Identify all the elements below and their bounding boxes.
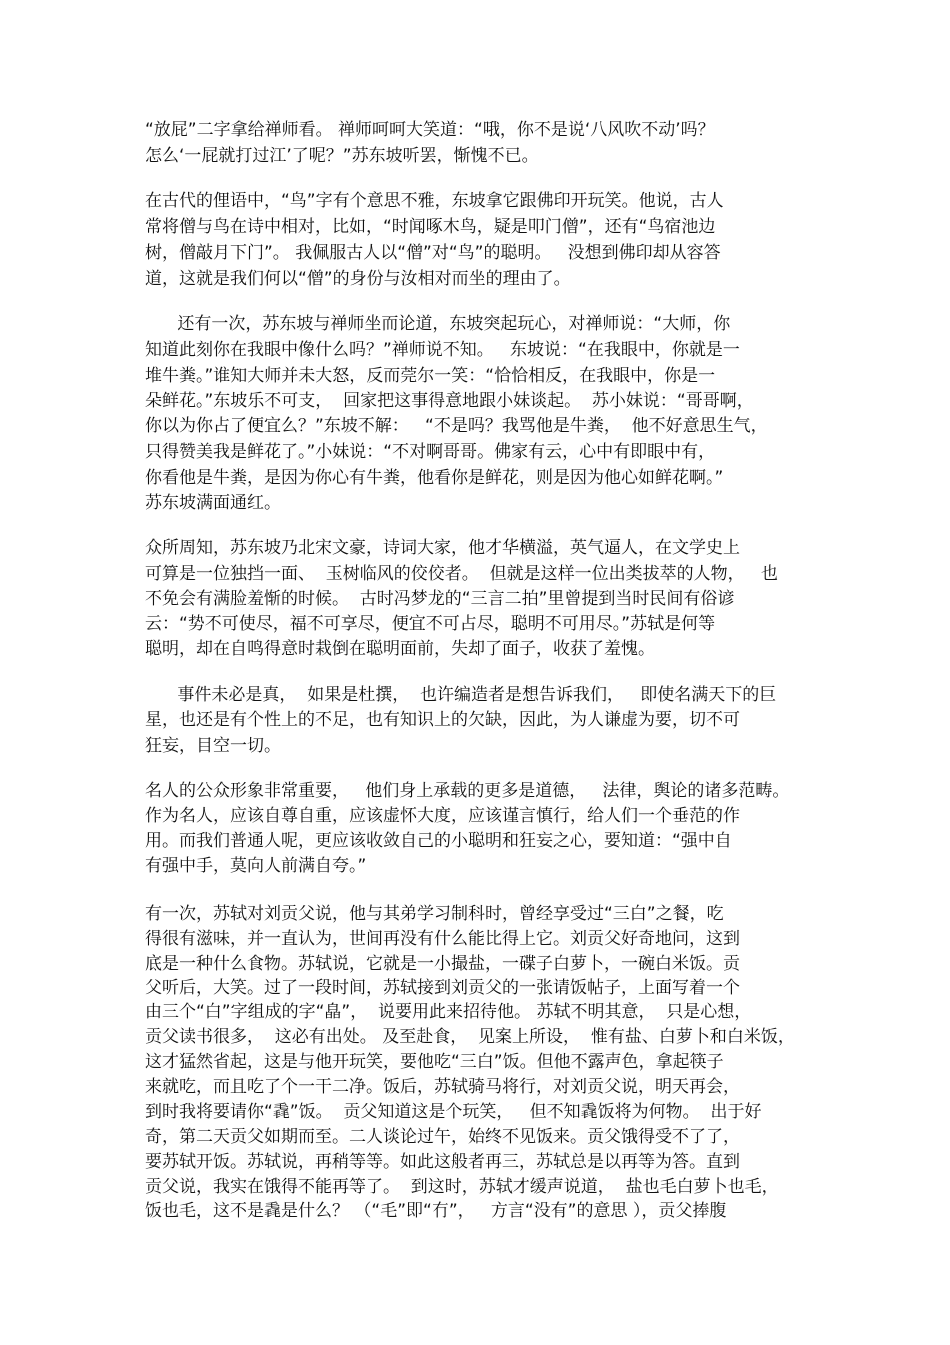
text-line: 贡父读书很多， 这必有出处。 及至赴食， 见案上所设， 惟有盐、白萝卜和白米饭， bbox=[145, 1027, 795, 1047]
text-line: 道，这就是我们何以“僧”的身份与汝相对而坐的理由了。 bbox=[145, 269, 571, 289]
text-line: 来就吃，而且吃了个一干二净。饭后，苏轼骑马将行，对刘贡父说，明天再会， bbox=[145, 1077, 740, 1097]
text-line: 到时我将要请你“毳”饭。 贡父知道这是个玩笑， 但不知毳饭将为何物。 出于好 bbox=[145, 1102, 762, 1122]
text-line: 你看他是牛粪，是因为你心有牛粪，他看你是鲜花，则是因为他心如鲜花啊。” bbox=[145, 468, 724, 488]
text-line: 狂妄，目空一切。 bbox=[145, 736, 281, 756]
text-line: 有强中手，莫向人前满自夸。” bbox=[145, 856, 367, 876]
text-line: 底是一种什么食物。苏轼说，它就是一小撮盐，一碟子白萝卜，一碗白米饭。贡 bbox=[145, 954, 740, 974]
text-line: 还有一次，苏东坡与禅师坐而论道，东坡突起玩心，对禅师说：“大师，你 bbox=[145, 314, 731, 334]
text-line: 苏东坡满面通红。 bbox=[145, 493, 281, 513]
text-line: 要苏轼开饭。苏轼说，再稍等等。如此这般者再三，苏轼总是以再等为答。直到 bbox=[145, 1152, 740, 1172]
text-line: 由三个“白”字组成的字“皛”， 说要用此来招待他。 苏轼不明其意， 只是心想， bbox=[145, 1002, 752, 1022]
text-line: 树，僧敲月下门”。 我佩服古人以“僧”对“鸟”的聪明。 没想到佛印却从容答 bbox=[145, 243, 721, 263]
text-line: 可算是一位独挡一面、 玉树临风的佼佼者。 但就是这样一位出类拔萃的人物， 也 bbox=[145, 564, 778, 584]
text-line: 知道此刻你在我眼中像什么吗？”禅师说不知。 东坡说：“在我眼中，你就是一 bbox=[145, 340, 740, 360]
text-line: 众所周知，苏东坡乃北宋文豪，诗词大家，他才华横溢，英气逼人，在文学史上 bbox=[145, 538, 740, 558]
text-line: 怎么‘一屁就打过江’了呢？”苏东坡听罢，惭愧不已。 bbox=[145, 146, 539, 166]
text-line: 事件未必是真， 如果是杜撰， 也许编造者是想告诉我们， 即使名满天下的巨 bbox=[145, 685, 777, 705]
text-line: 在古代的俚语中，“鸟”字有个意思不雅，东坡拿它跟佛印开玩笑。他说，古人 bbox=[145, 191, 724, 211]
text-line: 作为名人，应该自尊自重，应该虚怀大度，应该谨言慎行，给人们一个垂范的作 bbox=[145, 806, 740, 826]
text-line: 这才猛然省起，这是与他开玩笑，要他吃“三白”饭。但他不露声色，拿起筷子 bbox=[145, 1052, 724, 1072]
text-line: 父听后，大笑。过了一段时间，苏轼接到刘贡父的一张请饭帖子，上面写着一个 bbox=[145, 978, 740, 998]
text-line: 只得赞美我是鲜花了。”小妹说：“不对啊哥哥。佛家有云，心中有即眼中有， bbox=[145, 442, 716, 462]
text-line: 饭也毛，这不是毳是什么？ （“毛”即“冇”， 方言“没有”的意思 ），贡父捧腹 bbox=[145, 1201, 727, 1221]
text-line: 常将僧与鸟在诗中相对，比如，“时闻啄木鸟，疑是叩门僧”，还有“鸟宿池边 bbox=[145, 217, 716, 237]
text-line: 你以为你占了便宜么？”东坡不解： “不是吗？我骂他是牛粪， 他不好意思生气， bbox=[145, 416, 768, 436]
text-line: 聪明，却在自鸣得意时栽倒在聪明面前，失却了面子，收获了羞愧。 bbox=[145, 639, 655, 659]
text-line: 用。而我们普通人呢，更应该收敛自己的小聪明和狂妄之心，要知道：“强中自 bbox=[145, 831, 732, 851]
text-line: 贡父说，我实在饿得不能再等了。 到这时，苏轼才缓声说道， 盐也毛白萝卜也毛， bbox=[145, 1177, 779, 1197]
text-line: 星，也还是有个性上的不足，也有知识上的欠缺，因此，为人谦虚为要，切不可 bbox=[145, 710, 740, 730]
text-line: 得很有滋味，并一直认为，世间再没有什么能比得上它。刘贡父好奇地问，这到 bbox=[145, 929, 740, 949]
text-line: 有一次，苏轼对刘贡父说，他与其弟学习制科时，曾经享受过“三白”之餐，吃 bbox=[145, 904, 724, 924]
text-line: 名人的公众形象非常重要， 他们身上承载的更多是道德， 法律，舆论的诸多范畴。 bbox=[145, 781, 790, 801]
text-line: “放屁”二字拿给禅师看。 禅师呵呵大笑道：“哦，你不是说‘八风吹不动’吗？ bbox=[145, 120, 715, 140]
text-line: 朵鲜花。”东坡乐不可支， 回家把这事得意地跟小妹谈起。 苏小妹说：“哥哥啊， bbox=[145, 391, 754, 411]
text-line: 不免会有满脸羞惭的时候。 古时冯梦龙的“三言二拍”里曾提到当时民间有俗谚 bbox=[145, 589, 735, 609]
text-line: 堆牛粪。”谁知大师并未大怒，反而莞尔一笑：“恰恰相反，在我眼中，你是一 bbox=[145, 366, 716, 386]
text-line: 云：“势不可使尽，福不可享尽，便宜不可占尽，聪明不可用尽。”苏轼是何等 bbox=[145, 614, 716, 634]
text-line: 奇，第二天贡父如期而至。二人谈论过午，始终不见饭来。贡父饿得受不了了， bbox=[145, 1127, 740, 1147]
